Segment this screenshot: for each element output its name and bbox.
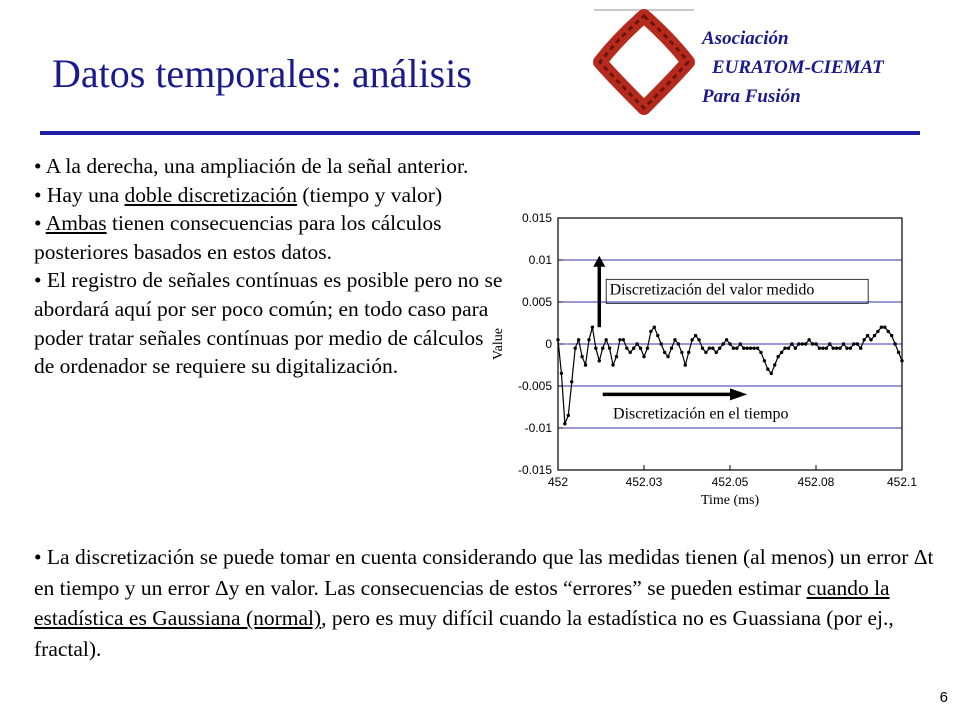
- bullet-2-text-end: (tiempo y valor): [297, 182, 443, 207]
- bullet-3-marker: •: [34, 211, 46, 236]
- data-point: [632, 347, 635, 350]
- x-tick-label: 452.08: [797, 475, 835, 489]
- data-point: [563, 422, 566, 425]
- bottom-text: • La discretización se puede tomar en cuenta considerando que las medidas tienen (al menos) un error Δt en tiempo y un error Δy en valor. Las consecuencias de estos “errores” se pueden estimar: [34, 545, 934, 600]
- data-point: [862, 338, 865, 341]
- data-point: [759, 351, 762, 354]
- data-point: [887, 330, 890, 333]
- data-point: [832, 347, 835, 350]
- data-point: [821, 347, 824, 350]
- data-point: [890, 334, 893, 337]
- data-point: [828, 342, 831, 345]
- x-tick-label: 452.1: [886, 475, 918, 489]
- data-point: [680, 351, 683, 354]
- data-point: [763, 359, 766, 362]
- bullet-2: [34, 181, 504, 210]
- data-point: [625, 347, 628, 350]
- data-point: [594, 347, 597, 350]
- signal-line-chart: [480, 200, 920, 530]
- data-point: [742, 347, 745, 350]
- bullet-4: • El registro de señales contínuas es posible pero no se abordará aquí por ser poco común; en todo caso para poder tratar señales contínuas por medio de cálculos de ordenador se requiere su digitalización.: [34, 268, 503, 379]
- y-tick-label: 0.015: [521, 211, 552, 225]
- data-point: [811, 342, 814, 345]
- data-point: [567, 414, 570, 417]
- bottom-paragraph: [34, 542, 934, 664]
- data-point: [574, 347, 577, 350]
- bullet-2-underlined: doble discretización: [124, 182, 298, 207]
- data-point: [649, 330, 652, 333]
- bottom-text-end: , pero es muy difícil cuando la estadística no es Guassiana (por ej., fractal).: [34, 606, 894, 661]
- data-point: [591, 326, 594, 329]
- data-point: [656, 334, 659, 337]
- y-tick-label: -0.005: [517, 379, 552, 393]
- data-point: [587, 338, 590, 341]
- data-point: [790, 342, 793, 345]
- data-point: [776, 355, 779, 358]
- data-point: [739, 342, 742, 345]
- data-point: [766, 368, 769, 371]
- data-point: [773, 363, 776, 366]
- data-point: [897, 351, 900, 354]
- data-point: [694, 334, 697, 337]
- data-point: [838, 347, 841, 350]
- data-point: [653, 326, 656, 329]
- time-arrow-head: [730, 388, 747, 400]
- data-point: [670, 347, 673, 350]
- data-point: [876, 330, 879, 333]
- association-logo-text: [702, 24, 884, 111]
- data-point: [783, 347, 786, 350]
- data-point: [787, 347, 790, 350]
- data-point: [893, 342, 896, 345]
- data-point: [852, 342, 855, 345]
- data-point: [883, 326, 886, 329]
- bullet-1: • A la derecha, una ampliación de la señal anterior.: [34, 154, 469, 178]
- data-point: [807, 338, 810, 341]
- data-point: [735, 347, 738, 350]
- data-point: [615, 355, 618, 358]
- data-point: [849, 347, 852, 350]
- x-tick-label: 452.05: [711, 475, 749, 489]
- data-point: [708, 347, 711, 350]
- data-point: [728, 342, 731, 345]
- data-point: [715, 351, 718, 354]
- data-point: [601, 347, 604, 350]
- data-point: [570, 380, 573, 383]
- title-divider: [40, 131, 920, 135]
- data-point: [677, 342, 680, 345]
- data-point: [711, 347, 714, 350]
- bullet-2-text: • Hay una: [34, 182, 125, 207]
- annotation-value: Discretización del valor medido: [609, 281, 815, 299]
- annotation-time: Discretización en el tiempo: [613, 405, 789, 423]
- data-point: [660, 342, 663, 345]
- data-point: [845, 347, 848, 350]
- data-point: [752, 347, 755, 350]
- data-point: [756, 347, 759, 350]
- y-tick-label: 0: [545, 337, 552, 351]
- data-point: [635, 342, 638, 345]
- data-point: [732, 347, 735, 350]
- data-point: [835, 347, 838, 350]
- data-point: [770, 372, 773, 375]
- data-point: [718, 347, 721, 350]
- logo-line1: Asociación: [702, 28, 789, 49]
- data-point: [577, 338, 580, 341]
- data-point: [818, 347, 821, 350]
- data-point: [608, 347, 611, 350]
- data-point: [697, 338, 700, 341]
- data-point: [869, 338, 872, 341]
- data-point: [880, 326, 883, 329]
- data-point: [663, 351, 666, 354]
- data-point: [725, 338, 728, 341]
- data-point: [842, 342, 845, 345]
- data-point: [814, 342, 817, 345]
- data-point: [873, 334, 876, 337]
- data-point: [866, 334, 869, 337]
- bullet-3-underlined: Ambas: [45, 211, 107, 236]
- x-tick-label: 452.03: [625, 475, 663, 489]
- logo-line2: EURATOM-CIEMAT: [712, 57, 884, 78]
- data-point: [859, 347, 862, 350]
- data-point: [629, 351, 632, 354]
- bullet-3-text: tienen consecuencias para los cálculos posteriores basados en estos datos.: [34, 211, 442, 264]
- slide-title: Datos temporales: análisis: [52, 51, 472, 96]
- data-point: [604, 338, 607, 341]
- data-point: [560, 372, 563, 375]
- data-point: [622, 338, 625, 341]
- data-point: [673, 338, 676, 341]
- value-arrow-head: [593, 256, 605, 267]
- data-point: [684, 363, 687, 366]
- data-point: [794, 347, 797, 350]
- bullet-3: [34, 209, 504, 266]
- bottom-underlined: cuando la estadística es Gaussiana (normal): [34, 575, 890, 631]
- data-point: [611, 363, 614, 366]
- data-point: [801, 342, 804, 345]
- y-tick-label: 0.01: [528, 253, 552, 267]
- data-point: [721, 342, 724, 345]
- data-point: [746, 347, 749, 350]
- data-point: [580, 355, 583, 358]
- data-point: [666, 355, 669, 358]
- data-point: [598, 359, 601, 362]
- y-axis-label: Value: [491, 328, 506, 360]
- data-point: [900, 359, 903, 362]
- x-axis-label: Time (ms): [700, 493, 760, 508]
- data-point: [804, 342, 807, 345]
- page-number: 6: [939, 689, 948, 706]
- data-point: [749, 347, 752, 350]
- data-point: [639, 347, 642, 350]
- data-point: [780, 351, 783, 354]
- data-point: [618, 338, 621, 341]
- data-point: [856, 342, 859, 345]
- y-tick-label: -0.015: [517, 463, 552, 477]
- y-tick-label: -0.01: [524, 421, 552, 435]
- x-tick-label: 452: [547, 475, 569, 489]
- data-point: [642, 355, 645, 358]
- data-point: [687, 351, 690, 354]
- data-point: [797, 342, 800, 345]
- data-point: [701, 347, 704, 350]
- y-tick-label: 0.005: [521, 295, 552, 309]
- bullet-list: [34, 152, 504, 381]
- data-point: [556, 338, 559, 341]
- ring-logo-icon: [588, 6, 700, 123]
- data-point: [825, 347, 828, 350]
- data-point: [704, 351, 707, 354]
- data-point: [646, 347, 649, 350]
- data-point: [584, 363, 587, 366]
- data-point: [690, 338, 693, 341]
- logo-line3: Para Fusión: [702, 86, 801, 107]
